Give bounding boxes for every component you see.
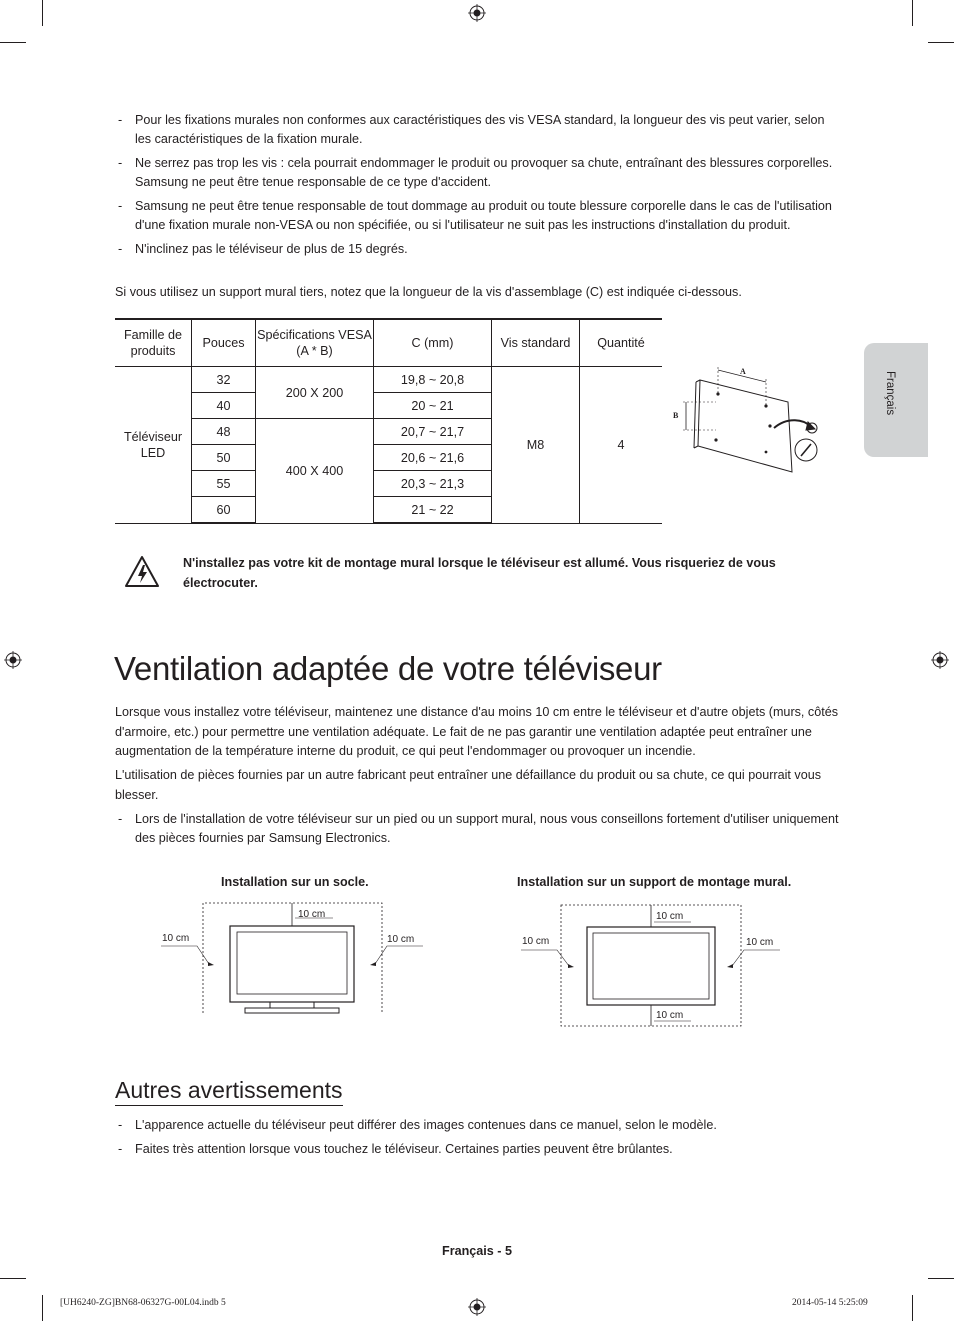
distance-label-right: 10 cm [746,937,774,948]
warning-text: N'installez pas votre kit de montage mural lorsque le téléviseur est allumé. Vous risqueriez de vous électrocuter. [183,556,776,590]
table-cell: 21 ~ 22 [374,497,492,524]
table-header: Vis standard [492,319,580,367]
stand-installation-diagram [155,898,430,1016]
table-header: C (mm) [374,319,492,367]
crop-mark [0,1278,26,1279]
table-header: Pouces [192,319,256,367]
page-number-label: Français - 5 [442,1244,512,1258]
table-cell: 200 X 200 [256,367,374,419]
crop-mark [0,42,26,43]
crop-mark [42,1295,43,1321]
table-header: Famille de produits [115,319,192,367]
table-cell: 55 [192,471,256,497]
wall-install-caption: Installation sur un support de montage mural. [517,875,792,889]
list-item: - N'inclinez pas le téléviseur de plus de 15 degrés. [115,240,840,259]
crop-mark [912,1295,913,1321]
table-cell: 48 [192,419,256,445]
table-cell: M8 [492,367,580,524]
table-header: Quantité [580,319,663,367]
other-warnings-list [115,1116,840,1164]
crop-mark [928,42,954,43]
table-cell: 20,6 ~ 21,6 [374,445,492,471]
wall-installation-diagram [515,900,785,1030]
wall-mount-notes [115,111,840,264]
language-side-tab [864,343,928,457]
table-cell-family: Téléviseur LED [115,367,192,524]
registration-mark-icon [931,651,949,669]
registration-mark-icon [4,651,22,669]
table-cell: 32 [192,367,256,393]
table-cell: 40 [192,393,256,419]
list-item: - Ne serrez pas trop les vis : cela pourrait endommager le produit ou provoquer sa chute, entraînant des blessures corporelles. Samsung ne peut être tenue responsable de ce type d'accident. [115,154,840,192]
list-item: - Lors de l'installation de votre téléviseur sur un pied ou un support mural, nous vous conseillons fortement d'utiliser uniquement des pièces fournies par Samsung Electronics. [115,810,840,848]
section-title-ventilation: Ventilation adaptée de votre téléviseur [114,650,662,687]
print-slug-left: [UH6240-ZG]BN68-06327G-00L04.indb 5 [60,1298,226,1308]
list-item: - Samsung ne peut être tenue responsable de tout dommage au produit ou toute blessure corporelle dans le cas de l'utilisation d'une fixation murale non-VESA ou non spécifiée, ou si l'utilisateur ne suit pas les instructions d'installation du produit. [115,197,840,235]
ventilation-notes [115,810,840,853]
distance-label-bottom: 10 cm [656,1010,684,1021]
electric-shock-warning-icon [124,555,160,588]
stand-install-caption: Installation sur un socle. [221,875,369,889]
distance-label-right: 10 cm [387,934,415,945]
list-item: - Pour les fixations murales non conformes aux caractéristiques des vis VESA standard, la longueur des vis peut varier, selon les caractéristiques de la fixation murale. [115,111,840,149]
distance-label-top: 10 cm [298,909,326,920]
table-cell: 400 X 400 [256,419,374,524]
support-note: Si vous utilisez un support mural tiers, notez que la longueur de la vis d'assemblage (C) est indiquée ci-dessous. [115,285,742,299]
list-item: - Faites très attention lorsque vous touchez le téléviseur. Certaines parties peuvent être brûlantes. [115,1140,840,1159]
table-cell: 60 [192,497,256,524]
table-cell: 20,3 ~ 21,3 [374,471,492,497]
table-cell: 4 [580,367,663,524]
registration-mark-icon [468,4,486,22]
distance-label-left: 10 cm [522,936,550,947]
table-cell: 20 ~ 21 [374,393,492,419]
ventilation-paragraph: Lorsque vous installez votre téléviseur, maintenez une distance d'au moins 10 cm entre le téléviseur et d'autre objets (murs, côtés d'armoire, etc.) pour permettre une ventilation adéquate. Le fait de ne pas garantir une ventilation adaptée peut entraîner une augmentation de la température interne du produit, ce qui peut l'endommager ou provoquer un incendie. [115,705,839,758]
crop-mark [42,0,43,26]
ventilation-paragraph: L'utilisation de pièces fournies par un autre fabricant peut entraîner une défaillance du produit ou sa chute, ce qui pourrait vous blesser. [115,768,822,802]
section-title-other-warnings: Autres avertissements [115,1077,343,1106]
tv-back-mount-diagram [670,360,830,480]
table-cell: 20,7 ~ 21,7 [374,419,492,445]
dimension-label-a: A [740,367,746,376]
dimension-label-b: B [673,411,679,420]
vesa-spec-table [115,318,662,524]
table-header: Spécifications VESA (A * B) [256,319,374,367]
distance-label-left: 10 cm [162,933,190,944]
list-item: - L'apparence actuelle du téléviseur peut différer des images contenues dans ce manuel, selon le modèle. [115,1116,840,1135]
print-slug-right: 2014-05-14 5:25:09 [792,1298,868,1308]
table-cell: 50 [192,445,256,471]
side-tab-label: Français [884,371,896,416]
table-cell: 19,8 ~ 20,8 [374,367,492,393]
crop-mark [928,1278,954,1279]
registration-mark-icon [468,1298,486,1316]
distance-label-top: 10 cm [656,911,684,922]
crop-mark [912,0,913,26]
page-number [0,1244,954,1258]
